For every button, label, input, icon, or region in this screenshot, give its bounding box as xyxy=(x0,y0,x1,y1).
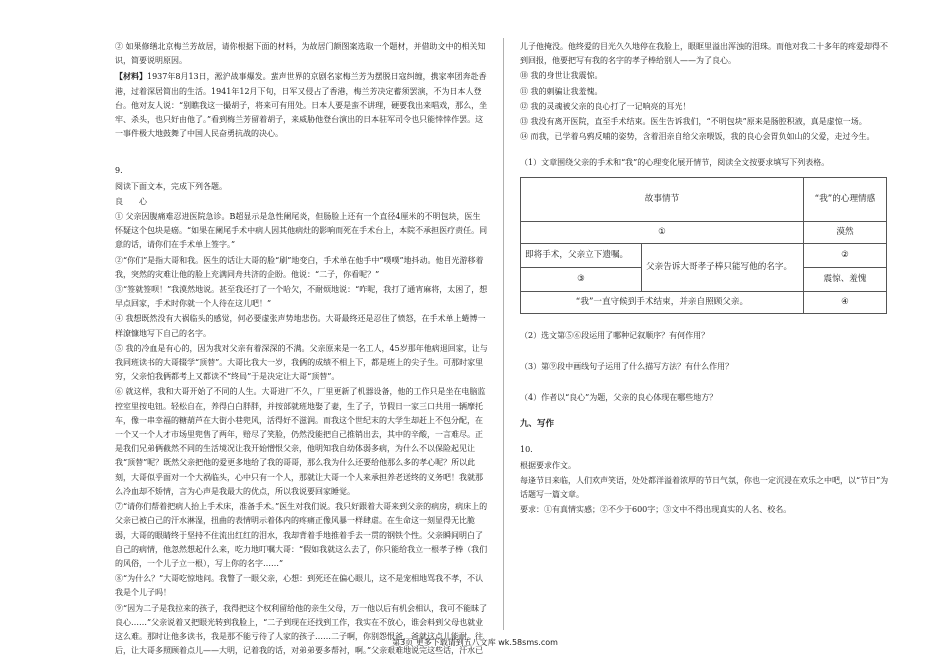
writing-section-heading: 九、写作 xyxy=(520,419,555,430)
passage-paragraph-8: ⑧“为什么？”大哥吃惊地问。我瞥了一眼父亲，心想：到死还在偏心眼儿，这不是宠相地骂我不孝，不认我是个儿子吗！ xyxy=(115,574,484,598)
passage-paragraph-9: ⑨“因为二子是我拉来的孩子，我得把这个权利留给他的亲生父母，万一他以后有机会相认，我可不能昧了良心……”父亲说着又把眼光转到我脸上，“二子到现在还找到工作，我实在不放心，谁会料到父母也就业这么难。那时让他多读书，我是那不能亏待了人家的孩子……二子啊，你别怨恨爸，爸就这点儿能耐。往后，让大哥多照顾着点儿——大明，记着我的话，对弟弟要多帮衬，啊。”父亲艰难地说完这些话，汗水已 xyxy=(115,603,488,656)
table-blank-4: ④ xyxy=(804,291,887,313)
material-text: 1937年8月13日，淞沪战事爆发。蜚声世界的京剧名家梅兰芳为摆脱日寇纠缠，携家率团奔赴香港，过着深居简出的生活。1941年12月下旬，日军又侵占了香港，梅兰芳决定蓄须罢演，不为日本人登台。他对友人说：“别瞧我这一撮胡子，将来可有用处。日本人要是蛮不讲理，硬要我出来唱戏，那么，坐牢、杀头，也只好由他了。”看到梅兰芳留着胡子，来威胁他登台演出的日本驻军司令也只能悻悻作罢。这一事件极大地鼓舞了中国人民奋勇抗战的决心。 xyxy=(115,72,488,139)
table-plot-2a: 即将手术，父亲立下遗嘱。 xyxy=(521,243,642,267)
passage-paragraph-14: ⑭ 而我，已学着乌鸦反哺的姿势，含着泪亲自给父亲喂饭，我的良心会胃负如山的父爱，走过今生。 xyxy=(520,132,875,142)
passage-paragraph-13: ⑬ 我没有离开医院，直至手术结束。医生告诉我们，“不明包块”原来是肠腔积液，真是虚惊一场。 xyxy=(520,117,867,127)
table-blank-3: ③ xyxy=(521,267,642,291)
reading-instruction: 阅读下面文本，完成下列各题。 xyxy=(115,181,227,191)
table-header-plot: 故事情节 xyxy=(521,177,804,221)
question-9-number: 9. xyxy=(115,166,123,176)
table-plot-2b: 父亲告诉大哥孝子棒只能写他的名字。 xyxy=(642,243,804,291)
column-divider xyxy=(503,38,504,630)
table-blank-2: ② xyxy=(804,243,887,267)
passage-paragraph-4: ④ 我想既然没有大祸临头的感觉，何必要虚张声势地悲伤。大哥最终还是忍住了愤怒，在手术单上蜷博一样潦慷地写下自己的名字。 xyxy=(115,314,486,338)
passage-paragraph-12: ⑫ 我的灵魂被父亲的良心打了一记响亮的耳光！ xyxy=(520,101,691,111)
table-emotion-3: 震惊、羞愧 xyxy=(804,267,887,291)
left-column xyxy=(115,40,488,659)
material-label: 【材料】 xyxy=(115,71,147,82)
passage-paragraph-1: ① 父亲因腹痛难忍进医院急诊。B超显示是急性阑尾炎，但肠脸上还有一个直径4厘米的不明包块，医生怀疑这个包块是癌。“如果在阑尾手术中病人因其他病灶的影响而死在手术台上，本院不承担医疗责任。同意的话，请你们在手术单上签字。” xyxy=(115,212,488,250)
question-4-text: （4）作者以“良心”为题，父亲的良心体现在哪些地方？ xyxy=(520,393,718,403)
passage-paragraph-2: ②“你们”是指大哥和我。医生的话让大哥的脸“刷”地变白，手术单在他手中“噗噗”地抖动。他目光游移着我，突然的灾难让他的脸上充满同舟共济的企盼。他说：“二子，你看呢？” xyxy=(115,255,484,279)
page-footer: 第3页 更多下载请到五八文库 wk.58sms.com xyxy=(392,638,558,647)
passage-paragraph-11: ⑪ 我的刺骗让我羞愧。 xyxy=(520,86,603,96)
passage-continuation: 儿子他掩没。他终爱的目光久久地停在我脸上，眼眶里溢出浑浊的泪珠。而他对我二十多年的疼爱却得不到回报，他要把写有我的名字的孝子棒给别人——为了良心。 xyxy=(520,42,888,66)
question-10-instruction: 根据要求作文。 xyxy=(520,460,576,470)
table-emotion-1: 漠然 xyxy=(804,221,887,243)
question-3-text: （3）第⑨段中画线句子运用了什么描写方法？有什么作用？ xyxy=(520,361,734,371)
table-header-emotion: “我”的心理情感 xyxy=(804,177,887,221)
passage-paragraph-6: ⑥ 就这样，我和大哥开始了不同的人生。大哥进厂不久，厂里更新了机器设备，他的工作只是坐在电脑监控室里按电钮。轻松自在，养得白白胖胖，并按部就班地娶了妻，生了子，节假日一家三口共用一辆摩托车，像一串幸福的糖葫芦在大街小巷兜风，活得好不滋润。而我这个世纪末的大学生却赶上不包分配，在一个又一个人才市场里兜售了两年，赔尽了笑脸，仍然没能把自己推销出去，其中的辛酸，一言难尽。正是我们兄弟俩截然不同的生活境况让我开始憎恨父亲，他明知我自幼体弱多病，为什么不以保险起见让我“顶替”呢？既然父亲把他的爱更多地给了我的哥哥，那么我为什么还要给他那么多的孝心呢？所以此刻，大哥似乎面对一个大祸临头，心中只有一个人，那就让大哥一个人来承担养老送终的义务吧！我就那么冷血却不矫情，言为心声是我最大的优点，所以我说要回家睡觉。 xyxy=(115,387,486,496)
question-10-prompt: 每逢节日来临，人们欢声笑语，处处都洋溢着浓厚的节日气氛，你也一定沉浸在欢乐之中吧，以“节日”为话题写一篇文章。 xyxy=(520,475,889,500)
passage-paragraph-3: ③“签就签呗！”我漠然地说。甚至我还打了一个哈欠，不耐烦地说：“咋呢，我打了通宵麻将，太困了，想早点回家，手术时你就一个人待在这儿吧！” xyxy=(115,285,488,309)
question-10-requirements: 要求：①有真情实感；②不少于600字；③文中不得出现真实的人名、校名。 xyxy=(520,505,792,515)
passage-paragraph-10: ⑩ 我的身世让我震惊。 xyxy=(520,71,603,81)
material-paragraph xyxy=(115,69,488,141)
table-blank-1: ① xyxy=(521,221,804,243)
passage-paragraph-7: ⑦“请你们帮着把病人抬上手术床，准备手术。”医生对我们说。我只好跟着大哥来到父亲的病房，病床上的父亲已被白己的汗水淋湿，扭曲的表情明示着体内的疼痛正像风暴一样肆虐。在生命这一刻显得无比脆弱，大哥的眼睛终于坚持不住流出红红的泪水，我却背着手地推着手去一贯的钢铁个性。父亲瞬间明白了自己的病情，他忽然想起什么来，吃力地叮嘱大哥：“假如我就这么去了，你只能给我立一根孝子棒（我们的风俗，一个儿子立一根），写上你的名字……” xyxy=(115,502,488,568)
question-10-number: 10. xyxy=(520,445,533,455)
question-2-text: ② 如果修缮北京梅兰芳故居，请你根据下面的材料，为故居门额图案选取一个题材，并借助文中的相关知识，简要说明原因。 xyxy=(115,42,486,66)
question-1-text: （1）文章围绕父亲的手术和“我”的心理变化展开情节，阅读全文按要求填写下列表格。 xyxy=(520,158,830,168)
plot-emotion-table xyxy=(520,177,887,314)
passage-title: 良 心 xyxy=(115,196,147,206)
passage-paragraph-5: ⑤ 我的冷血是有心的，因为我对父亲有着深深的不满。父亲原来是一名工人，45岁那年他病退回家，让与我同班读书的大哥辍学“顶替”。大哥比我大一岁，我俩的成绩不相上下，都是班上的尖子生。可那时家里穷，父亲怕我俩都考上又都读不“终局”于是决定让大哥“顶替”。 xyxy=(115,343,488,382)
question-2b-text: （2）选文第⑤⑥段运用了哪种记叙顺序？有何作用？ xyxy=(520,330,710,340)
right-column xyxy=(520,40,890,518)
table-plot-4: “我”一直守候到手术结束，并亲自照顾父亲。 xyxy=(521,291,804,313)
